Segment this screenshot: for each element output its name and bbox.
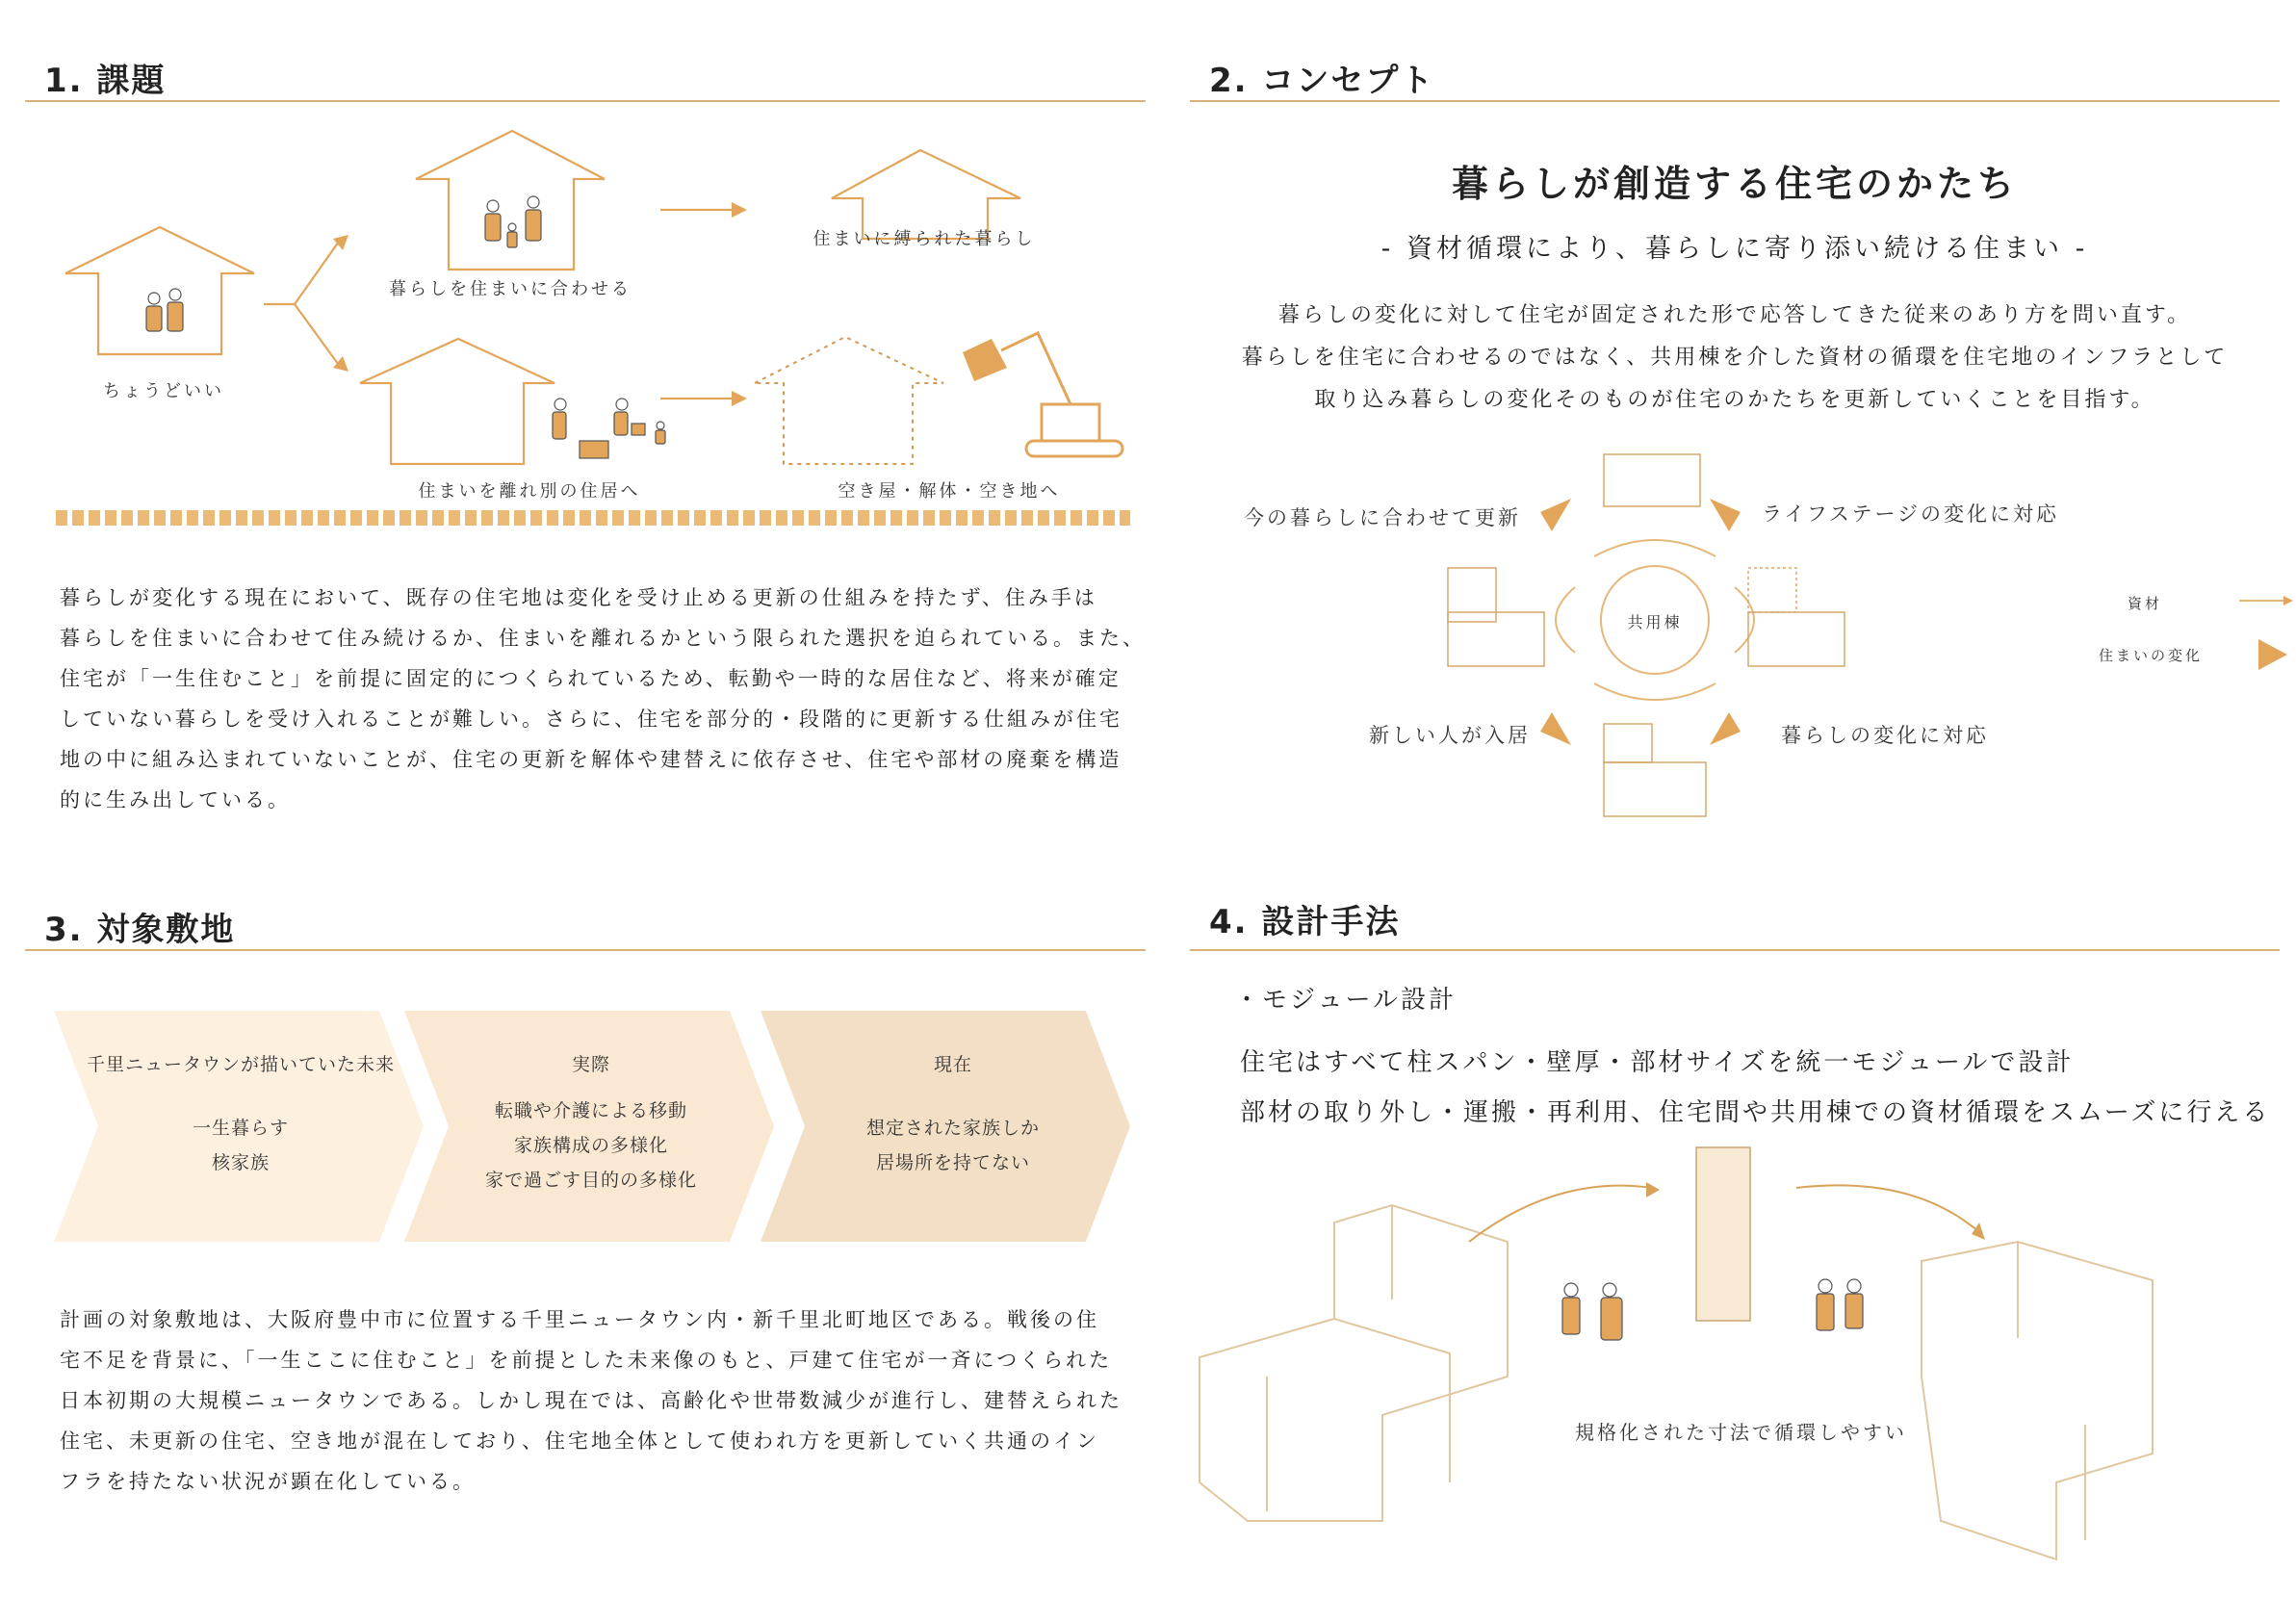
iso-house-icon [1200, 1205, 1508, 1521]
cycle-label-bl: 新しい人が入居 [1369, 724, 1531, 747]
body-line: フラを持たない状況が顕在化している。 [60, 1470, 476, 1493]
cycle-label-br: 暮らしの変化に対応 [1781, 724, 1989, 747]
chevron-future-text [58, 1047, 424, 1180]
body-line: 宅不足を背景に、「一生ここに住むこと」を前提とした未来像のもと、戸建て住宅が一斉につくられた [60, 1349, 1113, 1372]
change-triangle-icon [1540, 499, 1571, 531]
chevron-head: 実際 [571, 1054, 610, 1075]
caption-fit: ちょうどいい [103, 381, 224, 401]
module-diagram [1190, 1136, 2287, 1521]
section4-rule [1190, 949, 2280, 951]
chevron-line: 家で過ごす目的の多様化 [484, 1170, 697, 1191]
elderly-couple-icon [1562, 1283, 1622, 1340]
body-line: 取り込み暮らしの変化そのものが住宅のかたちを更新していくことを目指す。 [1314, 388, 2155, 412]
caption-vacant: 空き屋・解体・空き地へ [838, 481, 1061, 502]
house-fit-icon [65, 227, 254, 354]
body-line: 暮らしが変化する現在において、既存の住宅地は変化を受け止める更新の仕組みを持たず、住み手は [60, 586, 1097, 609]
module-house-icon [1604, 724, 1652, 762]
section3-title: 3. 対象敷地 [44, 911, 236, 949]
module-house-icon [1748, 612, 1845, 666]
chevron-line: 想定された家族しか [865, 1118, 1040, 1139]
body-line: 住宅、未更新の住宅、空き地が混在しており、住宅地全体として使われ方を更新していく共通のイン [60, 1429, 1099, 1453]
caption-bound: 住まいに縛られた暮らし [813, 229, 1036, 249]
module-caption: 規格化された寸法で循環しやすい [1575, 1421, 1907, 1444]
moving-family-icon [553, 399, 665, 458]
module-house-icon [1604, 454, 1700, 506]
cycle-diagram [1190, 443, 2280, 828]
section3-body [60, 1300, 1148, 1502]
body-line: 的に生み出している。 [60, 788, 291, 811]
section4-title: 4. 設計手法 [1209, 903, 1401, 941]
cycle-label-tr: ライフステージの変化に対応 [1762, 502, 2060, 526]
module-line: 住宅はすべて柱スパン・壁厚・部材サイズを統一モジュールで設計 [1240, 1048, 2075, 1077]
section3-rule [25, 949, 1146, 951]
body-line: 暮らしの変化に対して住宅が固定された形で応答してきた従来のあり方を問い直す。 [1277, 303, 2192, 327]
body-line: 住宅が「一生住むこと」を前提に固定的につくられているため、転勤や一時的な居住など、将来が確定 [60, 667, 1122, 690]
section2-title: 2. コンセプト [1209, 62, 1435, 100]
cycle-label-tl: 今の暮らしに合わせて更新 [1244, 506, 1521, 529]
module-lines [1240, 1038, 2270, 1138]
chevron-head: 千里ニュータウンが描いていた未来 [86, 1054, 395, 1075]
chevron-line: 家族構成の多様化 [513, 1135, 668, 1156]
body-line: 日本初期の大規模ニュータウンである。しかし現在では、高齢化や世帯数減少が進行し、建替えられた [60, 1389, 1122, 1412]
change-triangle-icon [1540, 712, 1571, 745]
module-house-icon [1448, 568, 1496, 622]
change-triangle-icon [1710, 712, 1741, 745]
section1-title: 1. 課題 [44, 62, 167, 100]
vacant-house-icon [755, 337, 943, 464]
gradient-dash-bar [56, 510, 1130, 526]
caption-leave: 住まいを離れ別の住居へ [418, 481, 641, 502]
legend-material: 資材 [2128, 595, 2163, 612]
branch-arrow [264, 239, 341, 368]
couple-icon [1817, 1279, 1863, 1330]
body-line: 暮らしを住宅に合わせるのではなく、共用棟を介した資材の循環を住宅地のインフラとして [1241, 346, 2229, 370]
module-house-icon [1604, 762, 1706, 816]
family-figure-icon [146, 289, 183, 331]
iso-house-icon [1922, 1242, 2153, 1559]
shared-building-label: 共用棟 [1627, 613, 1683, 631]
chevron-current-text [770, 1047, 1136, 1180]
chevron-line: 転職や介護による移動 [494, 1100, 687, 1121]
body-line: 暮らしを住まいに合わせて住み続けるか、住まいを離れるかという限られた選択を迫られている。また、 [60, 627, 1146, 650]
concept-subtitle: - 資材循環により、暮らしに寄り添い続ける住まい - [1380, 234, 2089, 264]
house-leave-icon [360, 339, 555, 464]
family-figure-icon [485, 196, 541, 247]
chevron-line: 核家族 [211, 1152, 270, 1173]
chevron-line: 一生暮らす [192, 1118, 289, 1139]
house-adjust-icon [416, 131, 605, 270]
concept-body [1190, 295, 2280, 422]
chevron-head: 現在 [933, 1054, 972, 1075]
excavator-icon [1001, 333, 1122, 456]
body-line: していない暮らしを受け入れることが難しい。さらに、住宅を部分的・段階的に更新する仕組みが住宅 [60, 708, 1122, 731]
module-bullet: ・モジュール設計 [1234, 986, 1457, 1015]
legend-triangle-icon [2258, 639, 2287, 670]
section2-rule [1190, 100, 2280, 102]
section1-rule [25, 100, 1146, 102]
section1-body [60, 578, 1148, 820]
curve-arrow-icon [1796, 1185, 1979, 1232]
curve-arrow-icon [1469, 1186, 1652, 1242]
change-triangle-icon [1710, 499, 1741, 531]
module-house-icon [1748, 568, 1796, 612]
module-pillar-icon [1696, 1147, 1750, 1321]
legend-change: 住まいの変化 [2099, 647, 2204, 664]
chevron-actual-text [408, 1047, 774, 1197]
caption-adjust: 暮らしを住まいに合わせる [389, 279, 632, 299]
body-line: 計画の対象敷地は、大阪府豊中市に位置する千里ニュータウン内・新千里北町地区である。戦後の住 [60, 1308, 1099, 1331]
chevron-line: 居場所を持てない [875, 1152, 1030, 1173]
concept-headline: 暮らしが創造する住宅のかたち [1451, 163, 2018, 205]
module-line: 部材の取り外し・運搬・再利用、住宅間や共用棟での資材循環をスムーズに行える [1240, 1098, 2271, 1127]
body-line: 地の中に組み込まれていないことが、住宅の更新を解体や建替えに依存させ、住宅や部材の廃棄を構造 [60, 748, 1122, 771]
